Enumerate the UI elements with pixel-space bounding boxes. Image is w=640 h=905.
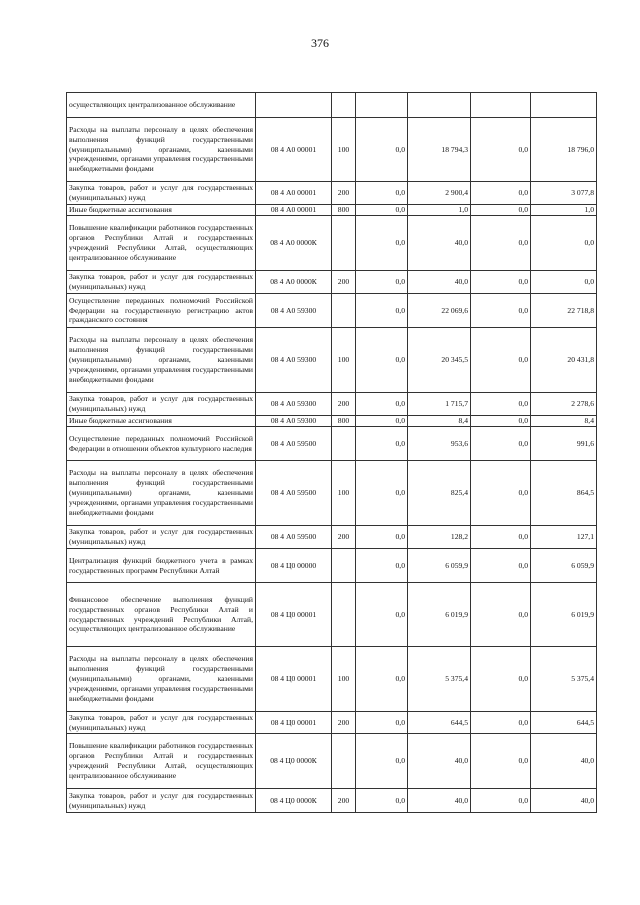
amount-col-2: 40,0	[408, 271, 471, 294]
amount-col-4: 991,6	[531, 427, 597, 461]
amount-col-4: 40,0	[531, 789, 597, 813]
table-row	[67, 205, 597, 216]
table-row	[67, 789, 597, 813]
expense-type-code	[332, 734, 356, 789]
amount-col-3: 0,0	[471, 328, 531, 393]
target-article-code: 08 4 А0 59500	[256, 461, 332, 526]
row-name: Закупка товаров, работ и услуг для государственных (муниципальных) нужд	[67, 393, 256, 416]
amount-col-1: 0,0	[356, 118, 408, 182]
amount-col-3: 0,0	[471, 583, 531, 647]
budget-table-body	[67, 93, 597, 813]
amount-col-1: 0,0	[356, 182, 408, 205]
row-name: Закупка товаров, работ и услуг для государственных (муниципальных) нужд	[67, 789, 256, 813]
table-row	[67, 416, 597, 427]
row-name: Расходы на выплаты персоналу в целях обеспечения выполнения функций государственными (муниципальными) органами, казенными учреждениями, органами управления государственными внебюджетными фондами	[67, 647, 256, 712]
target-article-code: 08 4 А0 59500	[256, 427, 332, 461]
amount-col-1: 0,0	[356, 294, 408, 328]
amount-col-1: 0,0	[356, 416, 408, 427]
amount-col-2: 5 375,4	[408, 647, 471, 712]
table-row	[67, 118, 597, 182]
target-article-code: 08 4 Ц0 00001	[256, 712, 332, 734]
target-article-code: 08 4 Ц0 0000К	[256, 789, 332, 813]
amount-col-4: 1,0	[531, 205, 597, 216]
expense-type-code	[332, 93, 356, 118]
expense-type-code: 200	[332, 271, 356, 294]
row-name: Осуществление переданных полномочий Российской Федерации на государственную регистрацию актов гражданского состояния	[67, 294, 256, 328]
target-article-code: 08 4 Ц0 00001	[256, 647, 332, 712]
amount-col-1: 0,0	[356, 734, 408, 789]
amount-col-3: 0,0	[471, 712, 531, 734]
amount-col-3: 0,0	[471, 647, 531, 712]
expense-type-code: 100	[332, 647, 356, 712]
row-name: Централизация функций бюджетного учета в рамках государственных программ Республики Алтай	[67, 549, 256, 583]
target-article-code: 08 4 А0 00001	[256, 182, 332, 205]
amount-col-2: 8,4	[408, 416, 471, 427]
amount-col-3: 0,0	[471, 393, 531, 416]
amount-col-2: 128,2	[408, 526, 471, 549]
amount-col-2	[408, 93, 471, 118]
target-article-code: 08 4 Ц0 00000	[256, 549, 332, 583]
amount-col-3: 0,0	[471, 118, 531, 182]
target-article-code: 08 4 Ц0 0000К	[256, 734, 332, 789]
table-row	[67, 271, 597, 294]
amount-col-1: 0,0	[356, 216, 408, 271]
amount-col-4: 3 077,8	[531, 182, 597, 205]
amount-col-4: 5 375,4	[531, 647, 597, 712]
amount-col-4: 864,5	[531, 461, 597, 526]
amount-col-2: 18 794,3	[408, 118, 471, 182]
amount-col-4: 0,0	[531, 271, 597, 294]
table-row	[67, 461, 597, 526]
row-name: Расходы на выплаты персоналу в целях обеспечения выполнения функций государственными (муниципальными) органами, казенными учреждениями, органами управления государственными внебюджетными фондами	[67, 328, 256, 393]
amount-col-2: 2 900,4	[408, 182, 471, 205]
expense-type-code: 200	[332, 182, 356, 205]
target-article-code: 08 4 Ц0 00001	[256, 583, 332, 647]
amount-col-1: 0,0	[356, 461, 408, 526]
amount-col-2: 20 345,5	[408, 328, 471, 393]
amount-col-4	[531, 93, 597, 118]
row-name: Расходы на выплаты персоналу в целях обеспечения выполнения функций государственными (муниципальными) органами, казенными учреждениями, органами управления государственными внебюджетными фондами	[67, 461, 256, 526]
table-row	[67, 647, 597, 712]
amount-col-3	[471, 93, 531, 118]
expense-type-code: 200	[332, 526, 356, 549]
amount-col-2: 1 715,7	[408, 393, 471, 416]
amount-col-3: 0,0	[471, 789, 531, 813]
expense-type-code: 100	[332, 461, 356, 526]
row-name: Повышение квалификации работников государственных органов Республики Алтай и государственных учреждений Республики Алтай, осуществляющих централизованное обслуживание	[67, 734, 256, 789]
amount-col-1: 0,0	[356, 205, 408, 216]
expense-type-code: 100	[332, 118, 356, 182]
amount-col-4: 127,1	[531, 526, 597, 549]
budget-table	[66, 92, 597, 813]
target-article-code: 08 4 А0 0000К	[256, 216, 332, 271]
expense-type-code	[332, 294, 356, 328]
amount-col-4: 0,0	[531, 216, 597, 271]
row-name: Закупка товаров, работ и услуг для государственных (муниципальных) нужд	[67, 712, 256, 734]
amount-col-2: 40,0	[408, 789, 471, 813]
target-article-code: 08 4 А0 00001	[256, 118, 332, 182]
amount-col-3: 0,0	[471, 549, 531, 583]
amount-col-3: 0,0	[471, 526, 531, 549]
amount-col-3: 0,0	[471, 294, 531, 328]
amount-col-4: 20 431,8	[531, 328, 597, 393]
row-name: осуществляющих централизованное обслуживание	[67, 93, 256, 118]
amount-col-1: 0,0	[356, 271, 408, 294]
table-row	[67, 583, 597, 647]
amount-col-3: 0,0	[471, 216, 531, 271]
amount-col-3: 0,0	[471, 182, 531, 205]
expense-type-code: 100	[332, 328, 356, 393]
amount-col-3: 0,0	[471, 205, 531, 216]
amount-col-2: 6 059,9	[408, 549, 471, 583]
table-row	[67, 328, 597, 393]
amount-col-2: 1,0	[408, 205, 471, 216]
amount-col-3: 0,0	[471, 734, 531, 789]
amount-col-1: 0,0	[356, 427, 408, 461]
amount-col-2: 644,5	[408, 712, 471, 734]
amount-col-4: 8,4	[531, 416, 597, 427]
amount-col-4: 18 796,0	[531, 118, 597, 182]
target-article-code	[256, 93, 332, 118]
amount-col-4: 2 278,6	[531, 393, 597, 416]
amount-col-2: 953,6	[408, 427, 471, 461]
expense-type-code	[332, 549, 356, 583]
amount-col-2: 825,4	[408, 461, 471, 526]
amount-col-2: 40,0	[408, 216, 471, 271]
row-name: Осуществление переданных полномочий Российской Федерации в отношении объектов культурного наследия	[67, 427, 256, 461]
target-article-code: 08 4 А0 59300	[256, 294, 332, 328]
row-name: Финансовое обеспечение выполнения функций государственных органов Республики Алтай и государственных учреждений Республики Алтай, осуществляющих централизованное обслуживание	[67, 583, 256, 647]
row-name: Закупка товаров, работ и услуг для государственных (муниципальных) нужд	[67, 271, 256, 294]
table-row	[67, 734, 597, 789]
expense-type-code: 800	[332, 416, 356, 427]
table-row	[67, 216, 597, 271]
expense-type-code: 200	[332, 393, 356, 416]
amount-col-2: 22 069,6	[408, 294, 471, 328]
table-row	[67, 294, 597, 328]
row-name: Закупка товаров, работ и услуг для государственных (муниципальных) нужд	[67, 526, 256, 549]
target-article-code: 08 4 А0 59300	[256, 416, 332, 427]
amount-col-4: 6 019,9	[531, 583, 597, 647]
table-row	[67, 182, 597, 205]
expense-type-code	[332, 427, 356, 461]
amount-col-1	[356, 93, 408, 118]
row-name: Иные бюджетные ассигнования	[67, 416, 256, 427]
row-name: Расходы на выплаты персоналу в целях обеспечения выполнения функций государственными (муниципальными) органами, казенными учреждениями, органами управления государственными внебюджетными фондами	[67, 118, 256, 182]
expense-type-code: 200	[332, 789, 356, 813]
amount-col-3: 0,0	[471, 461, 531, 526]
row-name: Закупка товаров, работ и услуг для государственных (муниципальных) нужд	[67, 182, 256, 205]
amount-col-1: 0,0	[356, 583, 408, 647]
amount-col-3: 0,0	[471, 416, 531, 427]
table-row	[67, 427, 597, 461]
expense-type-code: 800	[332, 205, 356, 216]
target-article-code: 08 4 А0 59500	[256, 526, 332, 549]
amount-col-2: 40,0	[408, 734, 471, 789]
table-row	[67, 549, 597, 583]
amount-col-4: 6 059,9	[531, 549, 597, 583]
amount-col-1: 0,0	[356, 526, 408, 549]
table-row	[67, 93, 597, 118]
row-name: Иные бюджетные ассигнования	[67, 205, 256, 216]
expense-type-code: 200	[332, 712, 356, 734]
amount-col-1: 0,0	[356, 549, 408, 583]
amount-col-1: 0,0	[356, 393, 408, 416]
page-number: 376	[311, 36, 329, 50]
table-row	[67, 526, 597, 549]
amount-col-1: 0,0	[356, 789, 408, 813]
expense-type-code	[332, 583, 356, 647]
target-article-code: 08 4 А0 0000К	[256, 271, 332, 294]
amount-col-3: 0,0	[471, 427, 531, 461]
table-row	[67, 393, 597, 416]
amount-col-4: 40,0	[531, 734, 597, 789]
amount-col-3: 0,0	[471, 271, 531, 294]
amount-col-1: 0,0	[356, 647, 408, 712]
target-article-code: 08 4 А0 59300	[256, 393, 332, 416]
expense-type-code	[332, 216, 356, 271]
table-row	[67, 712, 597, 734]
amount-col-4: 22 718,8	[531, 294, 597, 328]
amount-col-1: 0,0	[356, 328, 408, 393]
row-name: Повышение квалификации работников государственных органов Республики Алтай и государственных учреждений Республики Алтай, осуществляющих централизованное обслуживание	[67, 216, 256, 271]
target-article-code: 08 4 А0 00001	[256, 205, 332, 216]
amount-col-4: 644,5	[531, 712, 597, 734]
amount-col-2: 6 019,9	[408, 583, 471, 647]
target-article-code: 08 4 А0 59300	[256, 328, 332, 393]
amount-col-1: 0,0	[356, 712, 408, 734]
